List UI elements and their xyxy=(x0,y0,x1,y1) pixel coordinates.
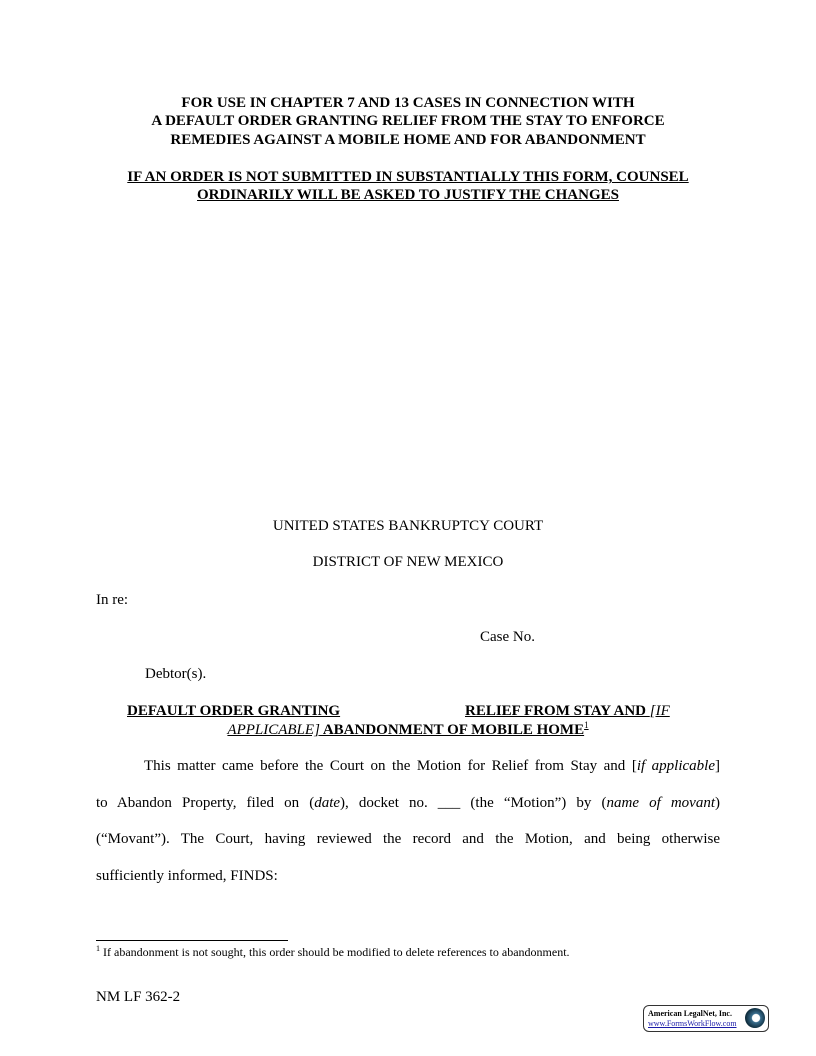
debtors-label: Debtor(s). xyxy=(145,666,207,682)
text: ) xyxy=(715,795,720,811)
body-line xyxy=(144,758,720,775)
order-title-part2 xyxy=(465,703,670,720)
body-line: sufficiently informed, FINDS: xyxy=(96,868,278,884)
footnote xyxy=(96,944,570,960)
text-italic: date xyxy=(314,795,341,811)
footnote-text: If abandonment is not sought, this order should be modified to delete references to abandonment. xyxy=(100,945,570,959)
legalnet-logo[interactable] xyxy=(643,1005,769,1032)
logo-link[interactable]: www.FormsWorkFlow.com xyxy=(648,1019,737,1028)
title-text: ABANDONMENT OF MOBILE HOME xyxy=(319,722,585,738)
text: to Abandon Property, filed on ( xyxy=(96,795,315,811)
disc-icon xyxy=(745,1008,765,1028)
case-no-label: Case No. xyxy=(480,629,535,645)
district-name: DISTRICT OF NEW MEXICO xyxy=(312,554,504,570)
logo-name: American LegalNet, Inc. xyxy=(648,1009,732,1018)
order-title-part1: DEFAULT ORDER GRANTING xyxy=(127,703,341,719)
title-italic: APPLICABLE] xyxy=(227,722,320,738)
instruction-line: REMEDIES AGAINST A MOBILE HOME AND FOR ABANDONMENT xyxy=(170,132,646,148)
footnote-number: 1 xyxy=(96,944,100,953)
text: ), docket no. ___ (the “Motion”) by ( xyxy=(340,795,607,811)
title-italic: [IF xyxy=(649,703,670,719)
body-line xyxy=(96,795,720,812)
court-name: UNITED STATES BANKRUPTCY COURT xyxy=(272,518,544,534)
text-italic: name of movant xyxy=(606,795,715,811)
order-title-line2 xyxy=(0,720,816,739)
footnote-ref: 1 xyxy=(584,720,589,730)
warning-line: ORDINARILY WILL BE ASKED TO JUSTIFY THE CHANGES xyxy=(197,187,619,203)
instruction-line: FOR USE IN CHAPTER 7 AND 13 CASES IN CONNECTION WITH xyxy=(181,95,635,111)
text: ] xyxy=(715,758,721,774)
order-title-blank xyxy=(358,703,466,720)
in-re-label: In re: xyxy=(96,592,129,608)
text-italic: if applicable xyxy=(636,758,716,774)
warning-line: IF AN ORDER IS NOT SUBMITTED IN SUBSTANTIALLY THIS FORM, COUNSEL xyxy=(127,169,689,185)
footnote-separator xyxy=(96,940,288,941)
text: This matter came before the Court on the Motion for Relief from Stay and [ xyxy=(144,758,637,774)
instruction-line: A DEFAULT ORDER GRANTING RELIEF FROM THE STAY TO ENFORCE xyxy=(151,113,665,129)
form-id: NM LF 362-2 xyxy=(96,989,181,1005)
title-text: RELIEF FROM STAY AND xyxy=(465,703,650,719)
body-line: (“Movant”). The Court, having reviewed the record and the Motion, and being otherwise xyxy=(96,831,720,847)
